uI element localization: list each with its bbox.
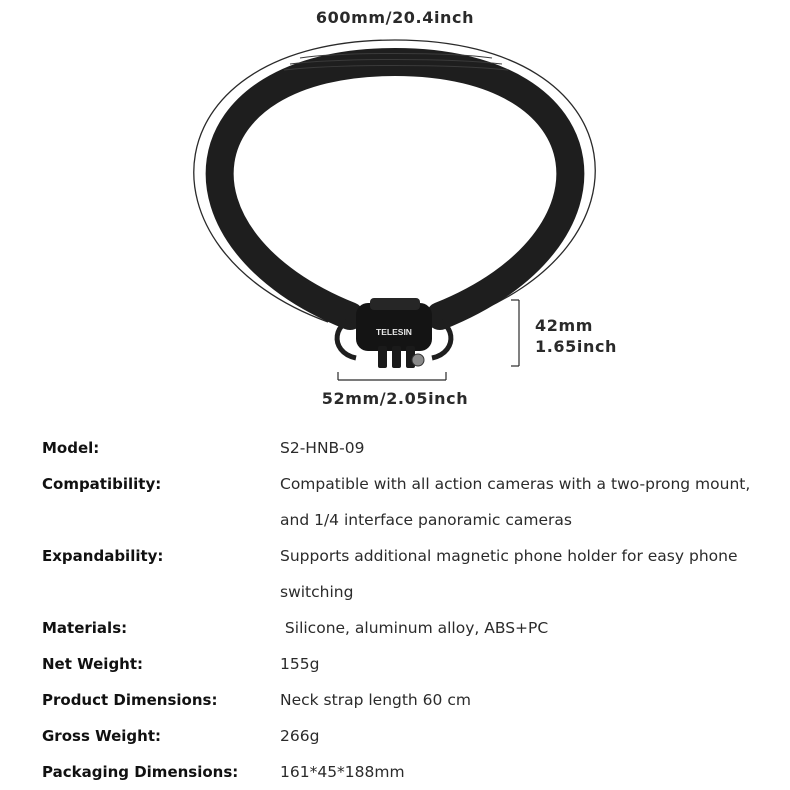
spec-row-model bbox=[42, 430, 782, 466]
spec-value: Supports additional magnetic phone holder for easy phone switching bbox=[280, 547, 738, 601]
length-dimension-label: 600mm/20.4inch bbox=[315, 8, 475, 27]
mount-top bbox=[370, 298, 420, 310]
spec-label: Net Weight: bbox=[42, 655, 144, 673]
spec-value: Compatible with all action cameras with a two-prong mount, and 1/4 interface panoramic cameras bbox=[280, 475, 751, 529]
neck-strap bbox=[220, 62, 571, 316]
spec-value: Neck strap length 60 cm bbox=[280, 691, 471, 709]
width-dimension-label bbox=[0, 389, 790, 408]
mount-prong bbox=[392, 346, 401, 368]
spec-row-compatibility bbox=[42, 466, 782, 538]
spec-table bbox=[42, 430, 782, 790]
spec-label: Product Dimensions: bbox=[42, 691, 218, 709]
spec-row-gross-weight bbox=[42, 718, 782, 754]
spec-label: Materials: bbox=[42, 619, 128, 637]
thumb-screw bbox=[412, 354, 424, 366]
mount-prong bbox=[378, 346, 387, 368]
height-mm: 42mm bbox=[535, 316, 594, 335]
spec-value: Silicone, aluminum alloy, ABS+PC bbox=[280, 619, 549, 637]
length-dimension-arc bbox=[194, 40, 595, 322]
spec-value: S2-HNB-09 bbox=[280, 439, 365, 457]
brand-logo: TELESIN bbox=[376, 327, 412, 337]
spec-value: 266g bbox=[280, 727, 320, 745]
height-dimension-label bbox=[535, 315, 617, 357]
spec-row-packaging-dimensions bbox=[42, 754, 782, 790]
spec-label: Packaging Dimensions: bbox=[42, 763, 239, 781]
spec-value: 161*45*188mm bbox=[280, 763, 405, 781]
spec-row-expandability bbox=[42, 538, 782, 610]
spec-row-net-weight bbox=[42, 646, 782, 682]
spec-label: Model: bbox=[42, 439, 100, 457]
width-value: 52mm/2.05inch bbox=[321, 389, 469, 408]
spec-label: Compatibility: bbox=[42, 475, 162, 493]
spec-label: Gross Weight: bbox=[42, 727, 162, 745]
spec-value: 155g bbox=[280, 655, 320, 673]
height-inch: 1.65inch bbox=[535, 337, 618, 356]
spec-row-materials bbox=[42, 610, 782, 646]
spec-label: Expandability: bbox=[42, 547, 164, 565]
spec-row-product-dimensions bbox=[42, 682, 782, 718]
